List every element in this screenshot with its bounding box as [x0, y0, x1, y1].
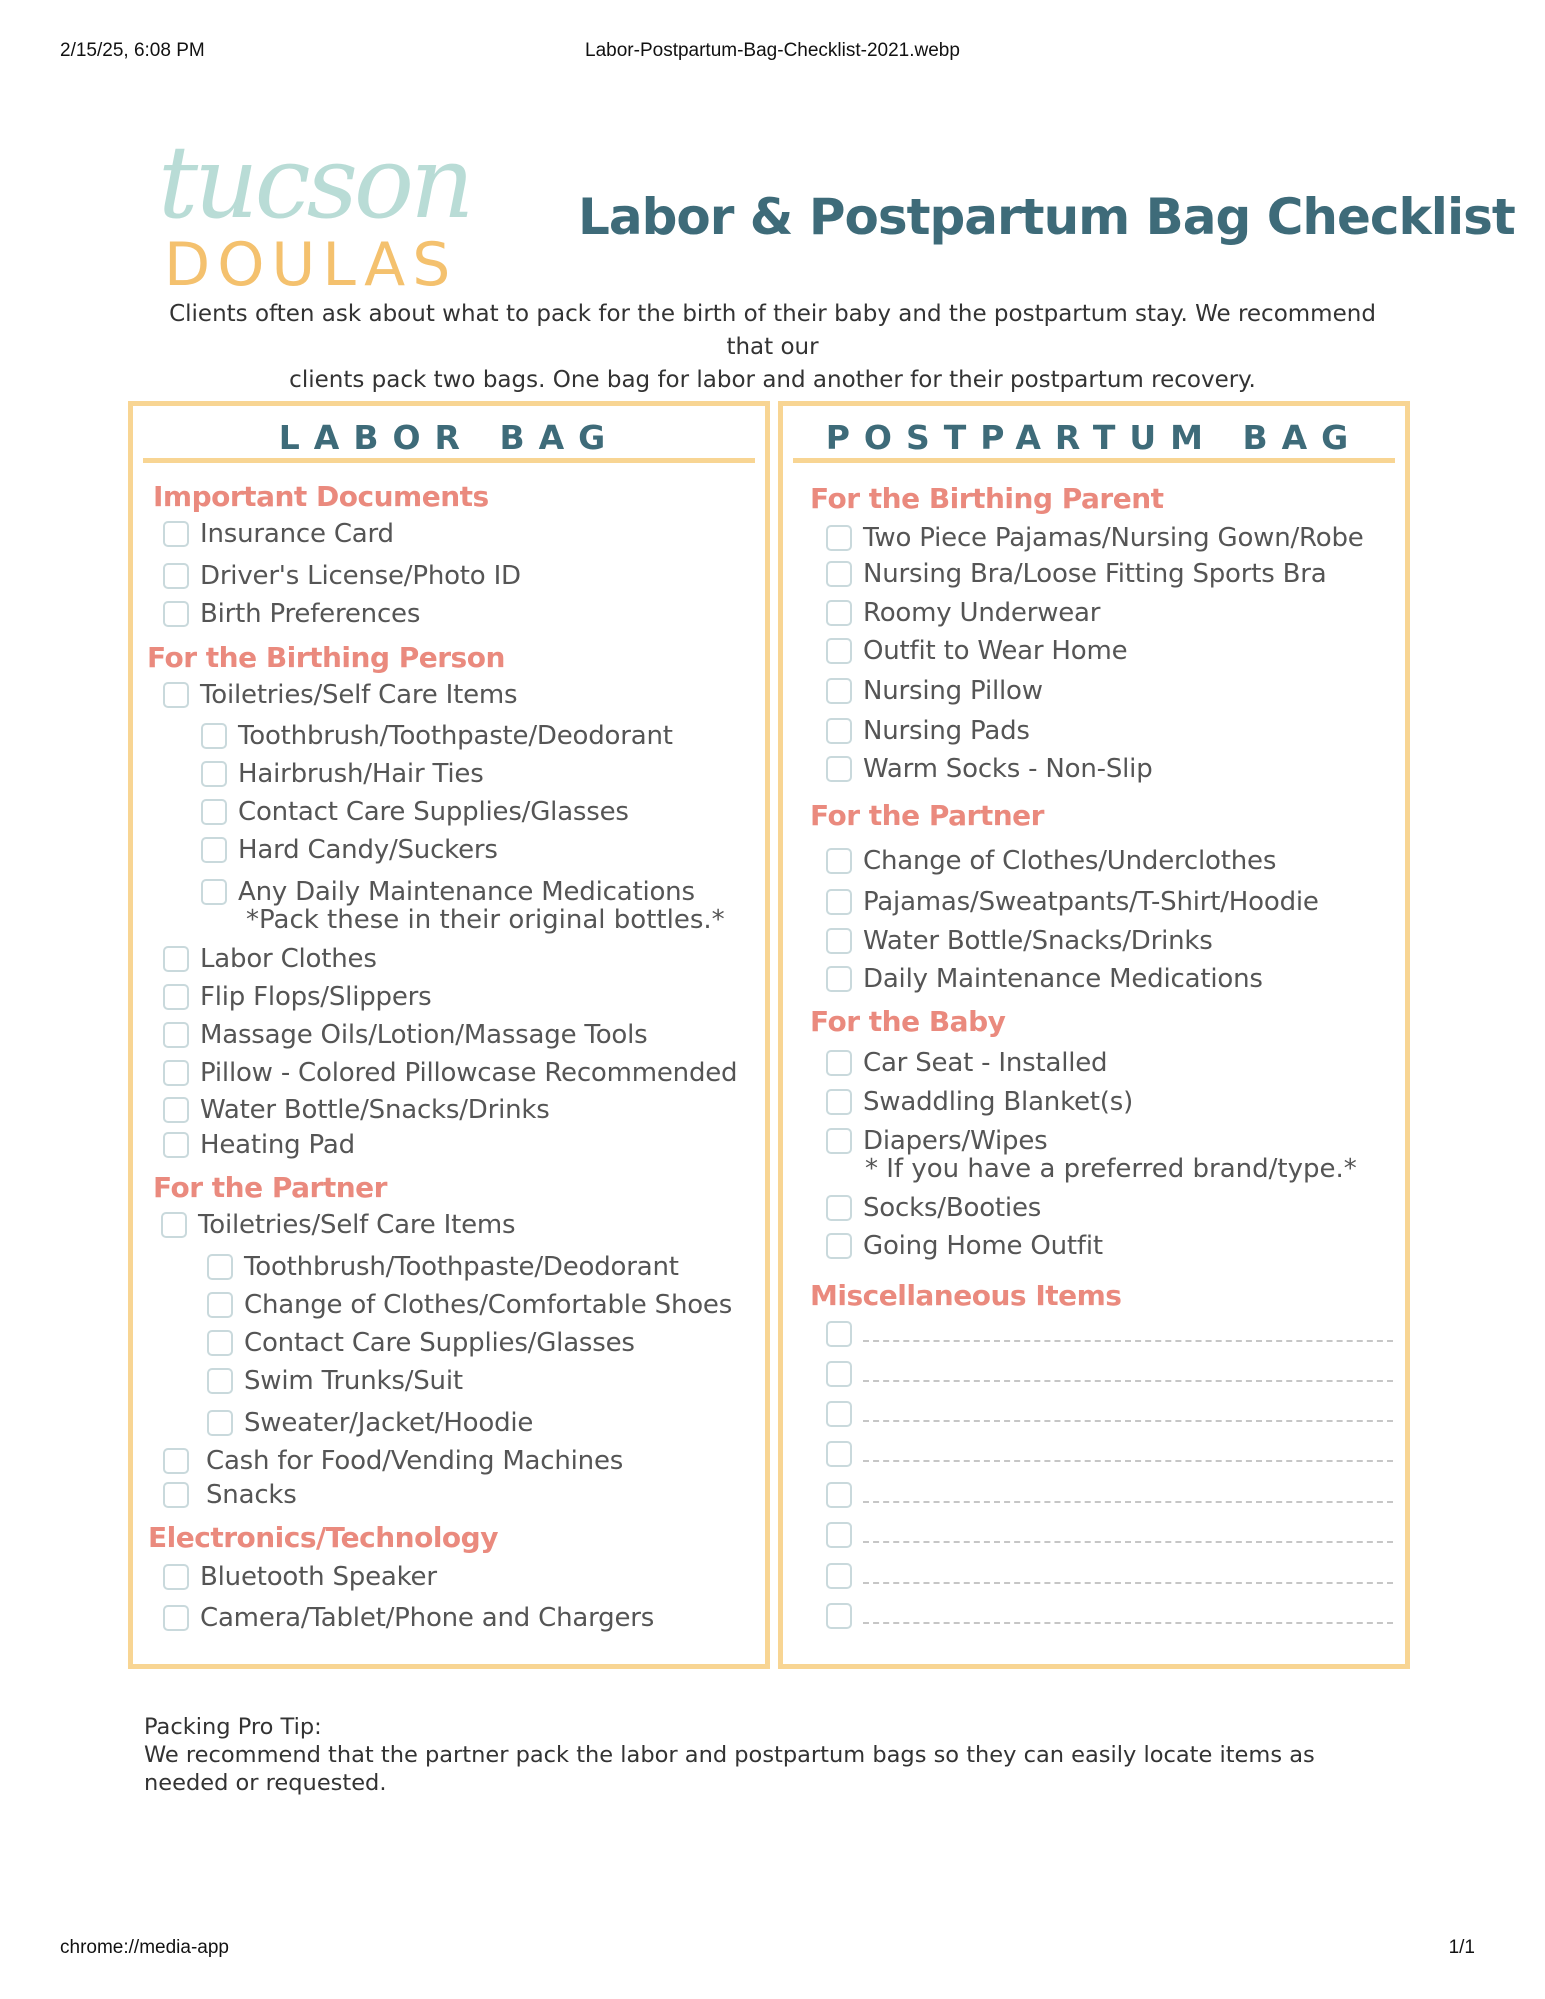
checkbox[interactable]	[207, 1410, 233, 1436]
postpartum-bag-title: POSTPARTUM BAG	[825, 418, 1363, 457]
checkbox[interactable]	[163, 521, 189, 547]
checkbox[interactable]	[163, 1022, 189, 1048]
intro-paragraph	[150, 298, 1395, 397]
checkbox[interactable]	[163, 682, 189, 708]
checklist-subitem[interactable]: Contact Care Supplies/Glasses	[207, 1328, 635, 1358]
checklist-item[interactable]: Nursing Pillow	[826, 676, 1043, 706]
checkbox[interactable]	[163, 563, 189, 589]
checkbox[interactable]	[826, 966, 852, 992]
checkbox[interactable]	[163, 1132, 189, 1158]
blank-line[interactable]	[863, 1501, 1393, 1503]
checkbox[interactable]	[826, 678, 852, 704]
checkbox[interactable]	[826, 848, 852, 874]
checklist-item[interactable]: Diapers/Wipes	[826, 1126, 1047, 1156]
blank-line[interactable]	[863, 1460, 1393, 1462]
checkbox[interactable]	[826, 1233, 852, 1259]
checklist-item[interactable]: Roomy Underwear	[826, 598, 1100, 628]
section-birthing-person: For the Birthing Person	[147, 641, 505, 674]
checklist-item[interactable]: Heating Pad	[163, 1130, 355, 1160]
checkbox[interactable]	[826, 928, 852, 954]
checkbox[interactable]	[163, 984, 189, 1010]
checkbox[interactable]	[207, 1254, 233, 1280]
logo-script-text: tucson	[158, 124, 471, 241]
blank-line[interactable]	[863, 1420, 1393, 1422]
checklist-item[interactable]: Bluetooth Speaker	[163, 1562, 437, 1592]
checkbox[interactable]	[207, 1368, 233, 1394]
checklist-item[interactable]: Cash for Food/Vending Machines	[163, 1446, 623, 1476]
labor-bag-panel	[128, 401, 770, 1669]
checkbox[interactable]	[826, 561, 852, 587]
checklist-item[interactable]: Change of Clothes/Underclothes	[826, 846, 1276, 876]
checklist-item[interactable]: Going Home Outfit	[826, 1231, 1103, 1261]
checklist-subitem[interactable]: Hairbrush/Hair Ties	[201, 759, 484, 789]
medication-note: *Pack these in their original bottles.*	[246, 905, 725, 935]
checkbox[interactable]	[826, 1128, 852, 1154]
blank-line[interactable]	[863, 1340, 1393, 1342]
checklist-item[interactable]: Two Piece Pajamas/Nursing Gown/Robe	[826, 523, 1364, 553]
blank-line-item[interactable]	[826, 1441, 1393, 1467]
checklist-item[interactable]: Pajamas/Sweatpants/T-Shirt/Hoodie	[826, 887, 1319, 917]
checklist-item[interactable]: Outfit to Wear Home	[826, 636, 1127, 666]
labor-bag-title: LABOR BAG	[278, 418, 620, 457]
checkbox[interactable]	[826, 756, 852, 782]
checklist-item[interactable]: Pillow - Colored Pillowcase Recommended	[163, 1058, 737, 1088]
checklist-subitem[interactable]: Swim Trunks/Suit	[207, 1366, 463, 1396]
checkbox[interactable]	[826, 1563, 852, 1589]
checklist-item[interactable]: Car Seat - Installed	[826, 1048, 1107, 1078]
section-partner: For the Partner	[810, 799, 1044, 832]
checkbox[interactable]	[826, 600, 852, 626]
checklist-item[interactable]: Warm Socks - Non-Slip	[826, 754, 1153, 784]
blank-line-item[interactable]	[826, 1361, 1393, 1387]
checklist-item[interactable]: Labor Clothes	[163, 944, 377, 974]
blank-line[interactable]	[863, 1622, 1393, 1624]
checkbox[interactable]	[201, 723, 227, 749]
checklist-subitem[interactable]: Any Daily Maintenance Medications	[201, 877, 695, 907]
intro-line-2: clients pack two bags. One bag for labor and another for their postpartum recovery.	[289, 367, 1256, 393]
blank-line[interactable]	[863, 1582, 1393, 1584]
panel-divider	[793, 458, 1395, 463]
print-page-number: 1/1	[1448, 1937, 1475, 1958]
checkbox[interactable]	[163, 1564, 189, 1590]
checkbox[interactable]	[207, 1292, 233, 1318]
section-partner: For the Partner	[153, 1171, 387, 1204]
checkbox[interactable]	[201, 761, 227, 787]
postpartum-bag-panel	[778, 401, 1410, 1669]
checkbox[interactable]	[201, 837, 227, 863]
checkbox[interactable]	[163, 1605, 189, 1631]
checklist-subitem[interactable]: Hard Candy/Suckers	[201, 835, 498, 865]
tip-text: We recommend that the partner pack the labor and postpartum bags so they can easily locate items as needed or requested.	[144, 1742, 1315, 1796]
print-url: chrome://media-app	[60, 1937, 229, 1958]
checkbox[interactable]	[201, 879, 227, 905]
blank-line-item[interactable]	[826, 1563, 1393, 1589]
checkbox[interactable]	[826, 1195, 852, 1221]
section-important-documents: Important Documents	[153, 480, 489, 513]
blank-line[interactable]	[863, 1541, 1393, 1543]
blank-line[interactable]	[863, 1380, 1393, 1382]
checkbox[interactable]	[826, 1441, 852, 1467]
checklist-subitem[interactable]: Toothbrush/Toothpaste/Deodorant	[201, 721, 673, 751]
checkbox[interactable]	[826, 1401, 852, 1427]
checklist-subitem[interactable]: Toothbrush/Toothpaste/Deodorant	[207, 1252, 679, 1282]
checklist-item[interactable]: Flip Flops/Slippers	[163, 982, 431, 1012]
checkbox[interactable]	[826, 638, 852, 664]
blank-line-item[interactable]	[826, 1522, 1393, 1548]
blank-line-item[interactable]	[826, 1321, 1393, 1347]
tip-label: Packing Pro Tip:	[144, 1714, 322, 1740]
logo-word-text: DOULAS	[164, 230, 458, 300]
checklist-item[interactable]: Nursing Bra/Loose Fitting Sports Bra	[826, 559, 1327, 589]
checkbox[interactable]	[826, 889, 852, 915]
checklist-item[interactable]: Toiletries/Self Care Items	[163, 680, 517, 710]
checklist-item[interactable]: Nursing Pads	[826, 716, 1030, 746]
checkbox[interactable]	[826, 525, 852, 551]
checkbox[interactable]	[826, 1321, 852, 1347]
checklist-item[interactable]: Water Bottle/Snacks/Drinks	[826, 926, 1213, 956]
print-filename: Labor-Postpartum-Bag-Checklist-2021.webp	[585, 40, 960, 61]
checklist-item[interactable]: Snacks	[163, 1480, 297, 1510]
section-baby: For the Baby	[810, 1005, 1006, 1038]
checklist-item[interactable]: Birth Preferences	[163, 599, 420, 629]
section-miscellaneous: Miscellaneous Items	[810, 1279, 1122, 1312]
checklist-item[interactable]: Socks/Booties	[826, 1193, 1041, 1223]
checklist-item[interactable]: Water Bottle/Snacks/Drinks	[163, 1095, 550, 1125]
checkbox[interactable]	[163, 1060, 189, 1086]
diaper-note: * If you have a preferred brand/type.*	[865, 1154, 1357, 1184]
checklist-subitem[interactable]: Sweater/Jacket/Hoodie	[207, 1408, 533, 1438]
checkbox[interactable]	[163, 601, 189, 627]
checkbox[interactable]	[207, 1330, 233, 1356]
checkbox[interactable]	[163, 1482, 189, 1508]
checkbox[interactable]	[826, 1522, 852, 1548]
checklist-item[interactable]: Insurance Card	[163, 519, 394, 549]
blank-line-item[interactable]	[826, 1603, 1393, 1629]
panel-divider	[143, 458, 755, 463]
checkbox[interactable]	[826, 1361, 852, 1387]
checklist-subitem[interactable]: Change of Clothes/Comfortable Shoes	[207, 1290, 732, 1320]
checklist-item[interactable]: Toiletries/Self Care Items	[161, 1210, 515, 1240]
checkbox[interactable]	[826, 1482, 852, 1508]
checklist-item[interactable]: Camera/Tablet/Phone and Chargers	[163, 1603, 654, 1633]
checklist-item[interactable]: Driver's License/Photo ID	[163, 561, 521, 591]
blank-line-item[interactable]	[826, 1482, 1393, 1508]
checkbox[interactable]	[826, 1050, 852, 1076]
checkbox[interactable]	[826, 1603, 852, 1629]
checkbox[interactable]	[161, 1212, 187, 1238]
checklist-item[interactable]: Daily Maintenance Medications	[826, 964, 1263, 994]
section-birthing-parent: For the Birthing Parent	[810, 482, 1164, 515]
packing-tip	[144, 1713, 1394, 1797]
checkbox[interactable]	[201, 799, 227, 825]
checkbox[interactable]	[826, 718, 852, 744]
page-title: Labor & Postpartum Bag Checklist	[578, 188, 1515, 246]
checklist-item[interactable]: Massage Oils/Lotion/Massage Tools	[163, 1020, 647, 1050]
checkbox[interactable]	[826, 1089, 852, 1115]
blank-line-item[interactable]	[826, 1401, 1393, 1427]
checklist-subitem[interactable]: Contact Care Supplies/Glasses	[201, 797, 629, 827]
intro-line-1: Clients often ask about what to pack for the birth of their baby and the postpartum stay. We recommend that our	[169, 301, 1376, 360]
checkbox[interactable]	[163, 946, 189, 972]
tucson-doulas-logo	[158, 124, 471, 300]
print-datetime: 2/15/25, 6:08 PM	[60, 40, 205, 61]
checkbox[interactable]	[163, 1097, 189, 1123]
checklist-item[interactable]: Swaddling Blanket(s)	[826, 1087, 1133, 1117]
section-electronics: Electronics/Technology	[148, 1521, 498, 1554]
checkbox[interactable]	[163, 1448, 189, 1474]
